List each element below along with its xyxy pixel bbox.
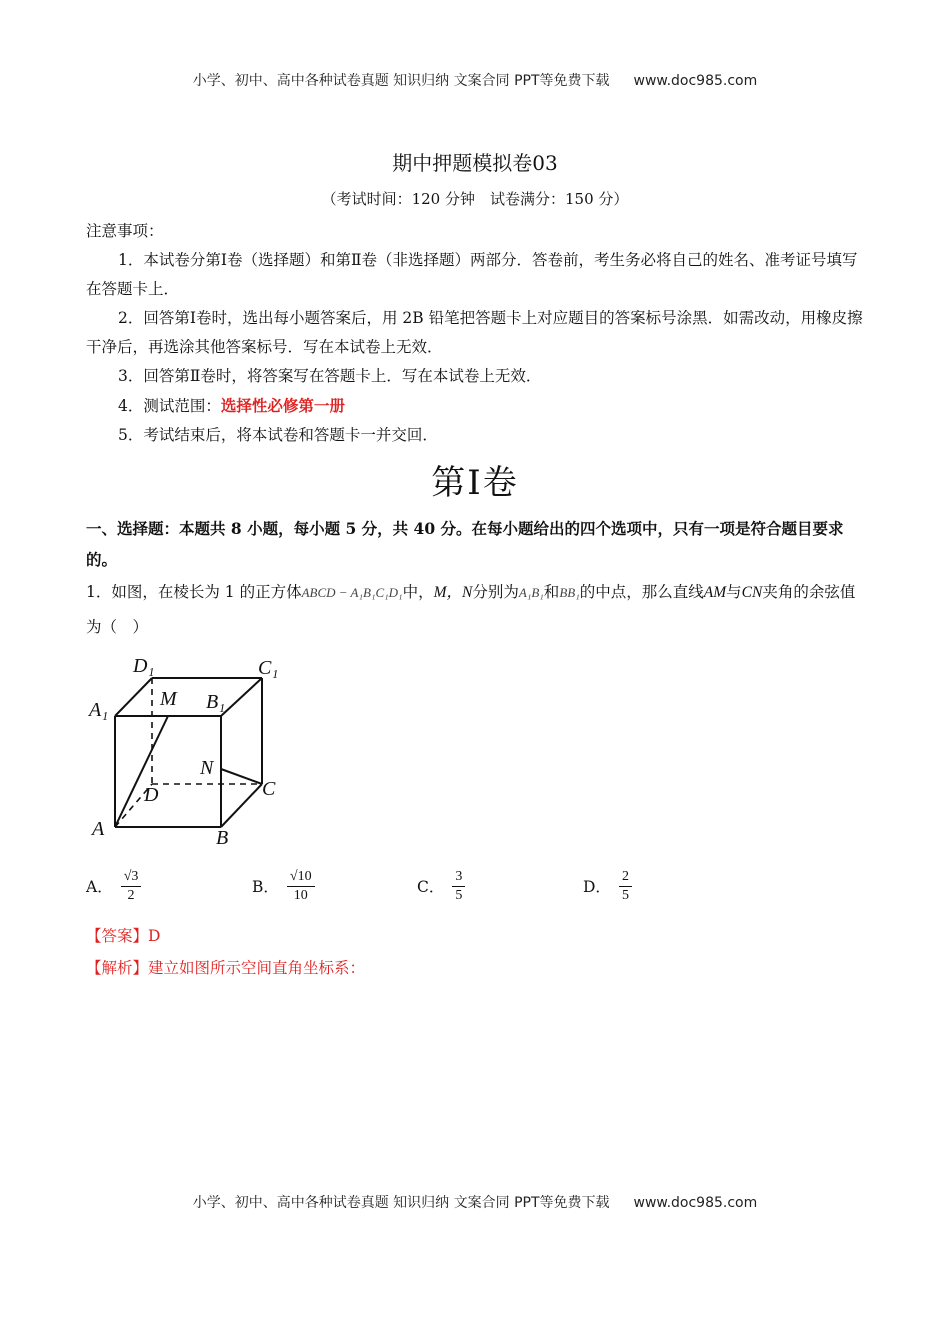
option-c-den: 5 (455, 887, 463, 903)
label-D1: D₁ (133, 655, 155, 677)
cube-figure (86, 648, 296, 848)
q1-cube: ABCD − A₁B₁C₁D₁ (301, 585, 403, 600)
option-d-label: D． (583, 878, 611, 896)
footer-url[interactable]: www.doc985.com (633, 1195, 758, 1211)
option-d-den: 5 (621, 887, 629, 903)
option-a-num: √3 (121, 868, 142, 887)
section-heading: 一、选择题：本题共 8 小题，每小题 5 分，共 40 分。在每小题给出的四个选项中，只有一项是符合题目要求的。 (86, 519, 844, 569)
label-D: D (144, 784, 159, 806)
q1-text-7: 夹角的余弦值为（ ） (86, 583, 856, 636)
test-scope: 选择性必修第一册 (220, 396, 345, 415)
footer-text: 小学、初中、高中各种试卷真题 知识归纳 文案合同 PPT等免费下载 (192, 1195, 610, 1211)
option-a[interactable] (86, 862, 141, 910)
option-d-fraction (619, 868, 632, 905)
exam-info: （考试时间：120 分钟 试卷满分：150 分） (321, 190, 629, 208)
page-header (0, 70, 950, 90)
q1-text-2: 中， (402, 583, 434, 601)
q1-text-4: 和 (543, 583, 560, 601)
option-d-num: 2 (619, 868, 632, 887)
page-title: 期中押题模拟卷03 (392, 151, 558, 175)
header-text: 小学、初中、高中各种试卷真题 知识归纳 文案合同 PPT等免费下载 (192, 73, 610, 89)
option-d[interactable] (583, 862, 632, 910)
q1-seg1: A₁B₁ (518, 585, 544, 600)
option-c[interactable] (417, 862, 465, 910)
q1-text-3: 分别为 (472, 583, 519, 601)
option-a-fraction (121, 868, 142, 905)
header-url[interactable]: www.doc985.com (633, 73, 758, 89)
options-row (86, 862, 866, 912)
label-N: N (200, 757, 214, 779)
label-A1: A₁ (89, 699, 109, 721)
q1-cn: CN (741, 584, 763, 601)
option-b-fraction (287, 868, 315, 905)
label-B: B (216, 827, 229, 848)
option-b-num: √10 (287, 868, 315, 887)
q1-text-5: 的中点，那么直线 (579, 583, 704, 601)
question-1 (86, 575, 866, 644)
note-item-1: 1．本试卷分第Ⅰ卷（选择题）和第Ⅱ卷（非选择题）两部分．答卷前，考生务必将自己的姓名、准考证号填写在答题卡上． (86, 251, 858, 298)
q1-mn: M，N (433, 584, 473, 601)
label-C: C (262, 778, 276, 800)
note-item-4-prefix: 4．测试范围： (118, 397, 221, 415)
analysis-line: 【解析】建立如图所示空间直角坐标系： (86, 959, 366, 977)
option-b-label: B． (252, 878, 279, 896)
option-b[interactable] (252, 862, 315, 910)
note-item-5: 5．考试结束后，将本试卷和答题卡一并交回． (118, 426, 438, 444)
note-item-3: 3．回答第Ⅱ卷时，将答案写在答题卡上．写在本试卷上无效． (118, 367, 542, 385)
q1-seg2: BB₁ (559, 585, 580, 600)
label-C1: C₁ (258, 657, 279, 679)
page-footer (0, 1192, 950, 1212)
q1-am: AM (703, 584, 727, 601)
option-a-label: A． (86, 878, 113, 896)
option-c-fraction (452, 868, 465, 905)
option-c-num: 3 (452, 868, 465, 887)
volume-title: 第Ⅰ卷 (431, 463, 519, 503)
option-c-label: C． (417, 878, 445, 896)
notes-heading: 注意事项： (86, 222, 164, 240)
label-B1: B₁ (206, 691, 226, 713)
note-item-2: 2．回答第Ⅰ卷时，选出每小题答案后，用 2B 铅笔把答题卡上对应题目的答案标号涂黑．如需改动，用橡皮擦干净后，再选涂其他答案标号．写在本试卷上无效． (86, 309, 863, 356)
notes-block (86, 217, 866, 450)
label-A: A (92, 818, 105, 840)
option-b-den: 10 (293, 887, 308, 903)
q1-text-6: 与 (726, 583, 742, 601)
cube-diagram (86, 648, 296, 848)
q1-text-1: 1．如图，在棱长为 1 的正方体 (86, 583, 302, 601)
label-M: M (160, 688, 177, 710)
note-item-4 (86, 391, 866, 421)
answer-line: 【答案】D (86, 927, 161, 945)
option-a-den: 2 (127, 887, 135, 903)
